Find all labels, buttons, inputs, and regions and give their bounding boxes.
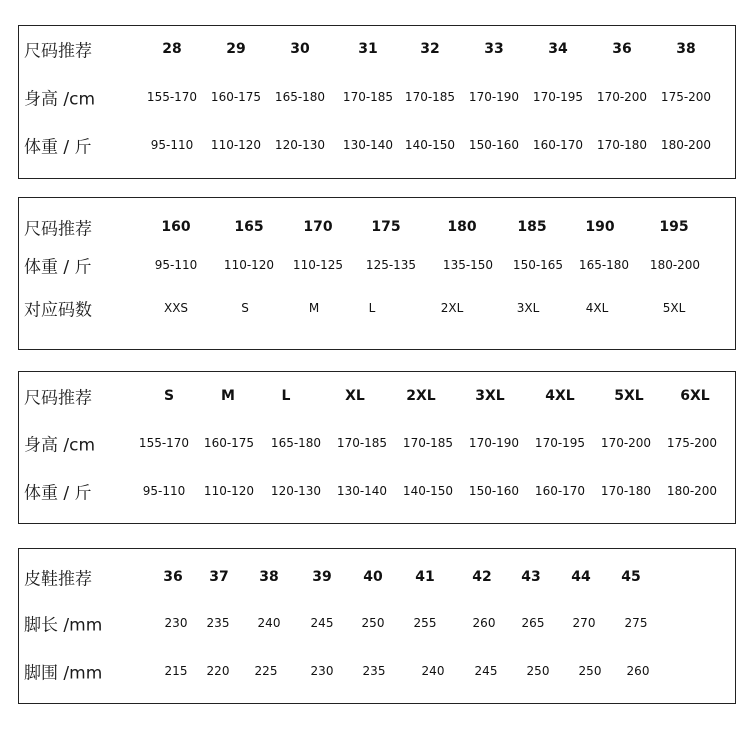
value-cell: 125-135 xyxy=(365,258,417,272)
header-cell: 185 xyxy=(517,219,547,235)
value-cell: 170-180 xyxy=(596,138,648,152)
header-cell: 175 xyxy=(371,219,401,235)
value-cell: 4XL xyxy=(585,301,609,315)
value-cell: 170-185 xyxy=(404,90,456,104)
header-cell: 42 xyxy=(472,569,492,585)
header-cell: 180 xyxy=(447,219,477,235)
header-cell: 5XL xyxy=(614,388,644,404)
header-cell: 44 xyxy=(571,569,591,585)
header-cell: 43 xyxy=(521,569,541,585)
header-cell: 34 xyxy=(548,41,568,57)
value-cell: 165-180 xyxy=(578,258,630,272)
row-label: 尺码推荐 xyxy=(24,388,92,409)
value-cell: 165-180 xyxy=(274,90,326,104)
value-cell: 160-175 xyxy=(203,436,255,450)
value-cell: 250 xyxy=(578,664,602,678)
header-cell: 40 xyxy=(363,569,383,585)
value-cell: 170-185 xyxy=(402,436,454,450)
value-cell: 160-175 xyxy=(210,90,262,104)
value-cell: 230 xyxy=(310,664,334,678)
header-cell: XL xyxy=(345,388,365,404)
value-cell: 150-160 xyxy=(468,138,520,152)
value-cell: 235 xyxy=(362,664,386,678)
value-cell: 260 xyxy=(626,664,650,678)
value-cell: 180-200 xyxy=(649,258,701,272)
value-cell: 150-165 xyxy=(512,258,564,272)
value-cell: 170-185 xyxy=(336,436,388,450)
header-cell: M xyxy=(221,388,235,404)
header-cell: 36 xyxy=(163,569,183,585)
row-label: 脚围 /mm xyxy=(24,663,103,684)
value-cell: 135-150 xyxy=(442,258,494,272)
header-cell: 195 xyxy=(659,219,689,235)
value-cell: 170-195 xyxy=(532,90,584,104)
header-cell: 39 xyxy=(312,569,332,585)
header-cell: 38 xyxy=(259,569,279,585)
value-cell: 110-125 xyxy=(292,258,344,272)
header-cell: 29 xyxy=(226,41,246,57)
header-cell: 3XL xyxy=(475,388,505,404)
header-cell: 31 xyxy=(358,41,378,57)
value-cell: 260 xyxy=(472,616,496,630)
value-cell: 130-140 xyxy=(336,484,388,498)
header-cell: 33 xyxy=(484,41,504,57)
value-cell: 225 xyxy=(254,664,278,678)
value-cell: 2XL xyxy=(440,301,464,315)
row-label: 身高 /cm xyxy=(24,89,96,110)
row-label: 体重 / 斤 xyxy=(24,137,92,158)
value-cell: 150-160 xyxy=(468,484,520,498)
header-cell: 160 xyxy=(161,219,191,235)
value-cell: 215 xyxy=(164,664,188,678)
value-cell: 175-200 xyxy=(666,436,718,450)
value-cell: 120-130 xyxy=(270,484,322,498)
row-label: 尺码推荐 xyxy=(24,41,92,62)
header-cell: 170 xyxy=(303,219,333,235)
value-cell: 265 xyxy=(521,616,545,630)
header-cell: 28 xyxy=(162,41,182,57)
header-cell: L xyxy=(281,388,291,404)
row-label: 皮鞋推荐 xyxy=(24,569,92,590)
value-cell: 245 xyxy=(310,616,334,630)
value-cell: 170-200 xyxy=(600,436,652,450)
value-cell: 270 xyxy=(572,616,596,630)
value-cell: 170-180 xyxy=(600,484,652,498)
value-cell: 240 xyxy=(257,616,281,630)
value-cell: 170-195 xyxy=(534,436,586,450)
value-cell: 130-140 xyxy=(342,138,394,152)
value-cell: 170-200 xyxy=(596,90,648,104)
header-cell: 37 xyxy=(209,569,229,585)
header-cell: 30 xyxy=(290,41,310,57)
value-cell: 170-190 xyxy=(468,90,520,104)
value-cell: 3XL xyxy=(516,301,540,315)
value-cell: 140-150 xyxy=(402,484,454,498)
value-cell: 275 xyxy=(624,616,648,630)
header-cell: 41 xyxy=(415,569,435,585)
value-cell: M xyxy=(308,301,320,315)
header-cell: S xyxy=(163,388,175,404)
header-cell: 38 xyxy=(676,41,696,57)
value-cell: 255 xyxy=(413,616,437,630)
value-cell: 110-120 xyxy=(210,138,262,152)
header-cell: 6XL xyxy=(680,388,710,404)
value-cell: 155-170 xyxy=(146,90,198,104)
value-cell: 165-180 xyxy=(270,436,322,450)
value-cell: 245 xyxy=(474,664,498,678)
value-cell: 220 xyxy=(206,664,230,678)
value-cell: 160-170 xyxy=(534,484,586,498)
row-label: 脚长 /mm xyxy=(24,615,103,636)
header-cell: 45 xyxy=(621,569,641,585)
value-cell: 95-110 xyxy=(150,138,194,152)
value-cell: 230 xyxy=(164,616,188,630)
header-cell: 32 xyxy=(420,41,440,57)
header-cell: 2XL xyxy=(406,388,436,404)
value-cell: 160-170 xyxy=(532,138,584,152)
value-cell: 140-150 xyxy=(404,138,456,152)
value-cell: 120-130 xyxy=(274,138,326,152)
value-cell: 180-200 xyxy=(666,484,718,498)
row-label: 对应码数 xyxy=(24,300,92,321)
value-cell: 175-200 xyxy=(660,90,712,104)
header-cell: 36 xyxy=(612,41,632,57)
value-cell: L xyxy=(368,301,376,315)
value-cell: 155-170 xyxy=(138,436,190,450)
value-cell: 250 xyxy=(526,664,550,678)
value-cell: 250 xyxy=(361,616,385,630)
header-cell: 4XL xyxy=(545,388,575,404)
value-cell: 110-120 xyxy=(223,258,275,272)
value-cell: 235 xyxy=(206,616,230,630)
value-cell: 95-110 xyxy=(142,484,186,498)
row-label: 尺码推荐 xyxy=(24,219,92,240)
value-cell: 170-185 xyxy=(342,90,394,104)
row-label: 体重 / 斤 xyxy=(24,483,92,504)
value-cell: 110-120 xyxy=(203,484,255,498)
row-label: 身高 /cm xyxy=(24,435,96,456)
value-cell: 170-190 xyxy=(468,436,520,450)
value-cell: 180-200 xyxy=(660,138,712,152)
row-label: 体重 / 斤 xyxy=(24,257,92,278)
value-cell: XXS xyxy=(163,301,189,315)
header-cell: 190 xyxy=(585,219,615,235)
value-cell: 95-110 xyxy=(154,258,198,272)
value-cell: 240 xyxy=(421,664,445,678)
header-cell: 165 xyxy=(234,219,264,235)
value-cell: 5XL xyxy=(662,301,686,315)
value-cell: S xyxy=(241,301,249,315)
